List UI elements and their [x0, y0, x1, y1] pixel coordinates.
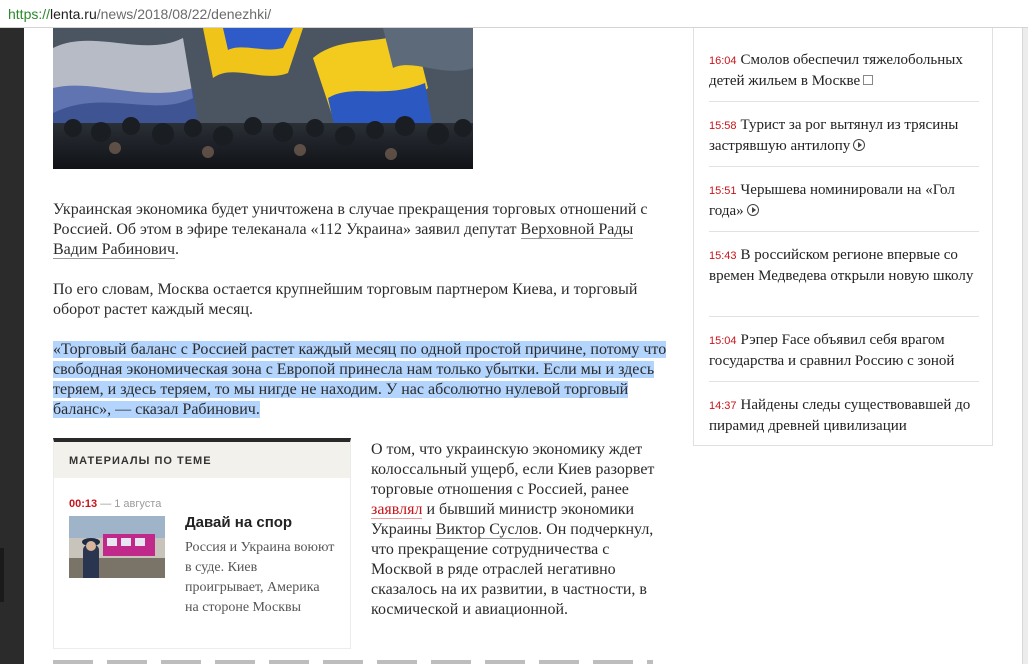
link-zayavlyal[interactable]: заявлял — [371, 501, 423, 518]
link-verkhovna-rada[interactable]: Верховной Рады — [520, 221, 634, 238]
news-item[interactable]: 15:43 В российском регионе впервые со времен Медведева открыли новую школу — [709, 247, 974, 284]
next-paragraph-cutoff — [53, 656, 653, 664]
play-icon — [747, 204, 759, 216]
news-item[interactable]: 16:04 Смолов обеспечил тяжелобольных детей жильем в Москве — [709, 52, 963, 89]
news-item[interactable]: 15:51 Черышева номинировали на «Гол года» — [709, 182, 955, 219]
scrollbar-track[interactable] — [1022, 28, 1028, 664]
article-paragraph-4: О том, что украинскую экономику ждет колоссальный ущерб, если Киев разорвет торговые отношения с Россией, ранее заявлял и бывший министр экономики Украины Виктор Суслов. Он подчеркнул, что прекращение сотрудничества с Москвой в ряде отраслей негативно сказалось на их развитии, в частности, в космической и авиационной. — [371, 441, 655, 618]
news-divider — [709, 101, 979, 102]
related-thumbnail[interactable] — [69, 516, 165, 578]
article-quote-selected — [53, 340, 671, 420]
article-hero-image — [53, 28, 473, 169]
url-host: lenta.ru — [50, 6, 97, 22]
article-paragraph-1: Украинская экономика будет уничтожена в случае прекращения торговых отношений с Россией. Об этом в эфире телеканала «112 Украина» заявил депутат Верховной Рады Вадим Рабинович. — [53, 201, 648, 258]
external-link-icon — [863, 75, 873, 85]
news-sidebar — [693, 28, 993, 446]
news-divider — [709, 381, 979, 382]
news-divider — [709, 231, 979, 232]
play-icon — [853, 139, 865, 151]
panel-handle[interactable] — [0, 548, 4, 602]
related-time: 00:13 — [69, 498, 98, 510]
link-viktor-suslov[interactable]: Виктор Суслов — [435, 521, 539, 538]
selected-text: «Торговый баланс с Россией растет каждый месяц по одной простой причине, потому что свободная экономическая зона с Европой принесла нам только убытки. Если мы и здесь теряем, и здесь теряем, то мы нигде не находим. У нас абсолютно нулевой торговый баланс», — сказал Рабинович. — [53, 341, 667, 418]
news-item[interactable]: 14:37 Найдены следы существовавшей до пирамид древней цивилизации — [709, 397, 971, 434]
url-scheme: https:// — [8, 6, 51, 22]
link-vadim-rabinovich[interactable]: Вадим Рабинович — [53, 241, 176, 258]
news-item[interactable]: 15:58 Турист за рог вытянул из трясины застрявшую антилопу — [709, 117, 959, 154]
related-materials-box — [53, 438, 351, 649]
related-header: МАТЕРИАЛЫ ПО ТЕМЕ — [54, 442, 350, 478]
related-title[interactable]: Давай на спор — [185, 514, 293, 531]
news-divider — [709, 166, 979, 167]
related-meta — [69, 498, 161, 510]
url-path: /news/2018/08/22/denezhki/ — [96, 6, 272, 22]
related-description: Россия и Украина воюют в суде. Киев проигрывает, Америка на стороне Москвы — [185, 540, 335, 615]
address-bar[interactable] — [0, 0, 1028, 28]
news-divider — [709, 316, 979, 317]
news-item[interactable]: 15:04 Рэпер Face объявил себя врагом государства и сравнил Россию с зоной — [709, 332, 955, 369]
article-paragraph-2: По его словам, Москва остается крупнейшим торговым партнером Киева, и торговый оборот растет каждый месяц. — [53, 281, 638, 318]
left-panel-strip — [0, 28, 24, 664]
related-date: — 1 августа — [97, 498, 162, 510]
